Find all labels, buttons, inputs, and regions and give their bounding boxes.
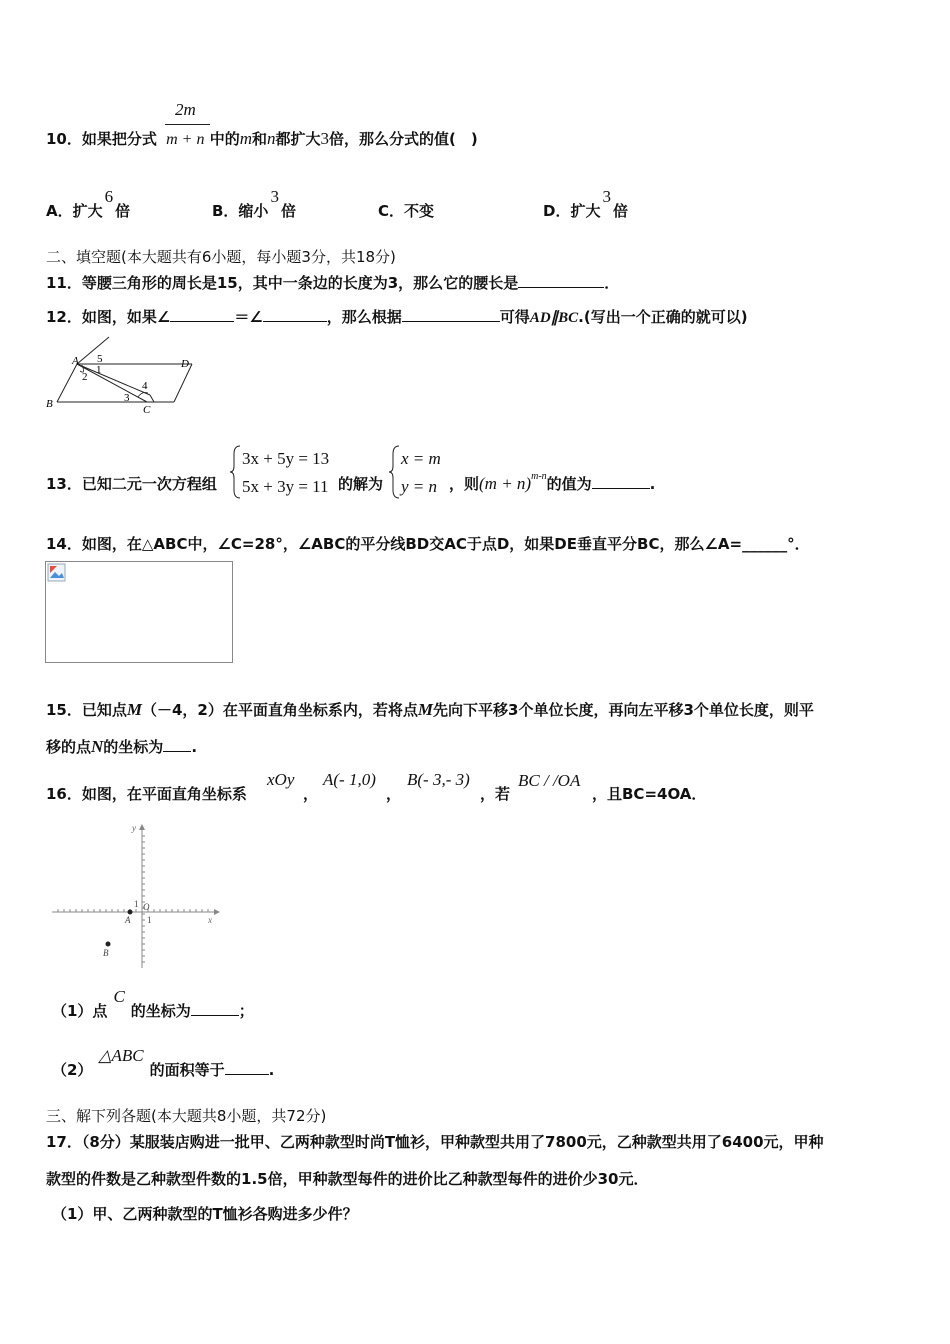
q13-answer-blank [592,474,650,489]
fig12-label-d: D [181,358,189,370]
fig16-origin-label: O [143,902,150,912]
fig12-angle-2: 2 [82,371,88,383]
q10-option-d: D．扩大3倍 [543,187,628,220]
q10-option-b: B．缩小3倍 [212,187,296,220]
q12-question: 12．如图，如果∠ ＝∠ ，那么根据 可得AD∥BC.(写出一个正确的就可以) [46,308,748,326]
q17-line1: 17．（8分）某服装店购进一批甲、乙两种款型时尚T恤衫，甲种款型共用了7800元，乙种款型共用了6400元，甲种 [46,1133,824,1151]
section-3-heading: 三、解下列各题(本大题共8小题，共72分) [46,1107,327,1125]
fig12-angle-5: 5 [97,353,103,365]
q11-answer-blank [518,273,604,288]
q10-question: 10．如果把分式 m + n 中的m和n都扩大3倍，那么分式的值( ) [46,129,478,148]
fig12-label-a: A [72,355,79,367]
q14-question: 14．如图，在△ABC中，∠C=28°，∠ABC的平分线BD交AC于点D，如果DE垂直平分BC，那么∠A=______°． [46,535,810,553]
q16-sub1-blank [191,1001,239,1016]
q13-solution-y: y = n [401,477,438,496]
fig16-y-label: y [132,823,136,833]
fig12-angle-3: 3 [124,392,130,404]
fig12-label-b: B [46,398,53,410]
q10-fraction-bar [165,124,210,125]
section-2-heading: 二、填空题(本大题共有6小题，每小题3分，共18分) [46,248,396,266]
fig12-angle-4: 4 [142,380,148,392]
q11-question: 11．等腰三角形的周长是15，其中一条边的长度为3，那么它的腰长是 ． [46,274,620,292]
q13-brace-right [389,444,401,500]
q10-fraction-numerator: 2m [175,100,196,119]
q13-equation-2: 5x + 3y = 11 [242,477,329,496]
broken-image-icon [47,563,67,583]
q16-sub1: （1）点C的坐标为 ； [52,987,254,1020]
q10-option-c: C．不变 [378,202,435,220]
fig12-label-c: C [143,404,151,415]
q13-solution-x: x = m [401,449,441,468]
q17-line2: 款型的件数是乙种款型件数的1.5倍，甲种款型每件的进价比乙种款型每件的进价少30元． [46,1170,649,1188]
q16-sub2: （2）△ABC的面积等于 . [52,1046,275,1079]
q13-solution-text: 的解为 [338,475,384,493]
q12-blank-angle1 [170,307,234,322]
fig16-x-label: x [208,915,212,925]
q12-blank-reason [402,307,500,322]
q10-option-a: A．扩大6倍 [46,187,131,220]
fig12-angle-1: 1 [96,364,102,376]
q16-sep1: ， [303,785,319,803]
fig16-one-x: 1 [147,915,152,925]
q13-expression: (m + n) [479,474,532,493]
q16-if: ，若 [480,785,511,803]
q17-sub1: （1）甲、乙两种款型的T恤衫各购进多少件？ [52,1205,358,1223]
q15-line2: 移的点N的坐标为 . [46,737,198,756]
q15-answer-blank [163,737,191,752]
q13-exponent: m-n [531,471,547,482]
fig16-point-b-label: B [103,948,109,958]
fig16-point-a-label: A [125,915,131,925]
q16-coordinate-figure [50,822,222,972]
q13-label: 13．已知二元一次方程组 [46,475,217,493]
q16-condition: BC / /OA [518,771,581,790]
q12-blank-angle2 [263,307,327,322]
q15-line1: 15．已知点M（－4，2）在平面直角坐标系内，若将点M先向下平移3个单位长度，再向左平移3个单位长度，则平 [46,700,814,719]
q13-tail: ，则$(m + n)^{m-n}$的值为 . [449,471,656,493]
q16-point-a: A(- 1,0) [323,770,376,789]
q13-brace-left [230,444,242,500]
q16-intro: 16．如图，在平面直角坐标系 [46,785,247,803]
q16-sub2-blank [225,1060,269,1075]
q12-parallelogram-figure [42,335,202,415]
q14-missing-image-placeholder [45,561,233,663]
q16-point-b: B(- 3,- 3) [407,770,470,789]
q13-equation-1: 3x + 5y = 13 [242,449,330,468]
q16-tail: ，且BC=4OA． [592,785,707,803]
q10-fraction-denominator: m + n [166,131,205,148]
q16-xoy: xOy [267,770,295,789]
q16-sep2: ， [386,785,402,803]
fig16-one-y: 1 [134,899,139,909]
